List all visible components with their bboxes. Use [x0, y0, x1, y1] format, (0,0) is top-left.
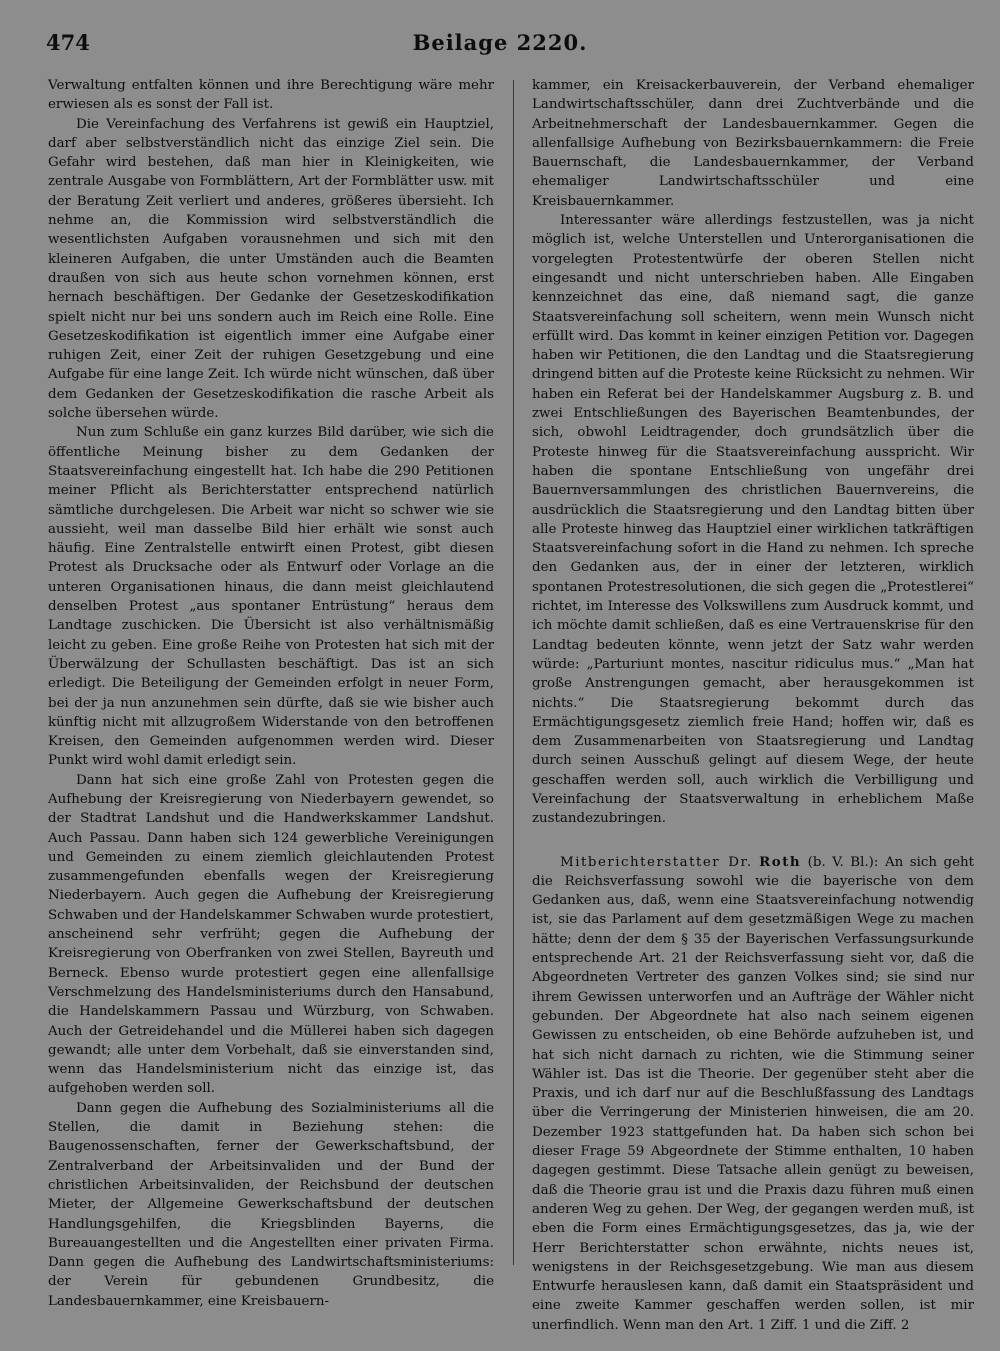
- paragraph: Verwaltung entfalten können und ihre Berechtigung wäre mehr erwiesen als es sonst der Fall ist.: [48, 78, 494, 113]
- speaker-role: Mitberichterstatter Dr.: [560, 854, 753, 870]
- page-number: 474: [46, 30, 90, 55]
- speech-paragraph: [532, 853, 974, 1335]
- paragraph: Dann hat sich eine große Zahl von Protesten gegen die Aufhebung der Kreisregierung von Niederbayern gewendet, so der Stadtrat Landshut und die Handwerkskammer Landshut. Auch Passau. Dann haben sich 124 gewerbliche Vereinigungen und Gemeinden zu einem ziemlich gleichlautenden Protest zusammengefunden ebenfalls wegen der Kreisregierung Niederbayern. Auch gegen die Aufhebung der Kreisregierung Schwaben und der Handelskammer Schwaben wurde protestiert, anscheinend sehr verfrüht; gegen die Aufhebung der Kreisregierung von Oberfranken von zwei Stellen, Bayreuth und Berneck. Ebenso wurde protestiert gegen eine allenfallsige Verschmelzung des Handelsministeriums durch den Hansabund, die Handelskammern Passau und Würzburg, von Schwaben. Auch der Getreidehandel und die Müllerei haben sich dagegen gewandt; alle unter dem Vorbehalt, daß sie einverstanden sind, wenn das Handelsministerium nicht das einzige ist, das aufgehoben werden soll.: [48, 772, 494, 1097]
- paragraph: Interessanter wäre allerdings festzustellen, was ja nicht möglich ist, welche Unterstellen und Unterorganisationen die vorgelegten Protestentwürfe der oberen Stellen nicht eingesandt und nicht unterschrieben haben. Alle Eingaben kennzeichnet das eine, daß niemand sagt, die ganze Staatsvereinfachung soll scheitern, wenn mein Wunsch nicht erfüllt wird. Das kommt in keiner einzigen Petition vor. Dagegen haben wir Petitionen, die den Landtag und die Staatsregierung dringend bitten auf die Proteste keine Rücksicht zu nehmen. Wir haben ein Referat bei der Handelskammer Augsburg z. B. und zwei Entschließungen des Bayerischen Beamtenbundes, der sich, obwohl Leidtragender, doch grundsätzlich über die Proteste hinweg für die Staatsvereinfachung ausspricht. Wir haben die spontane Entschließung von ungefähr drei Bauernversammlungen des christlichen Bauernvereins, die ausdrücklich die Staatsregierung und den Landtag bitten über alle Proteste hinweg das Hauptziel einer wirklichen tatkräftigen Staatsvereinfachung sofort in die Hand zu nehmen. Ich spreche den Gedanken aus, der in einer der letzteren, wirklich spontanen Protestresolutionen, die sich gegen die „Protestlerei“ richtet, im Interesse des Volkswillens zum Ausdruck kommt, und ich möchte damit schließen, daß es eine Vertrauenskrise für den Landtag bedeuten könnte, wenn jetzt der Satz wahr werden würde: „Parturiunt montes, nascitur ridiculus mus.“ „Man hat große Anstrengungen gemacht, aber herausgekommen ist nichts.“ Die Staatsregierung bekommt durch das Ermächtigungsgesetz ziemlich freie Hand; hoffen wir, daß es dem Zusammenarbeiten von Staatsregierung und Landtag durch seinen Ausschuß gelingt auf diesem Wege, der heute geschaffen werden soll, auch wirklich die Verbilligung und Vereinfachung der Staatsverwaltung in erheblichem Maße zustandezubringen.: [532, 213, 974, 827]
- page-header: [0, 30, 1000, 70]
- paragraph: kammer, ein Kreisackerbauverein, der Verband ehemaliger Landwirtschaftsschüler, dann drei Zuchtverbände und die Arbeitnehmerschaft der Landesbauernkammer. Gegen die allenfallsige Aufhebung von Bezirksbauernkammern: die Freie Bauernschaft, die Landesbauernkammer, der Verband ehemaliger Landwirtschaftsschüler und eine Kreisbauernkammer.: [532, 78, 974, 209]
- left-column: [48, 76, 494, 1311]
- paragraph: Nun zum Schluße ein ganz kurzes Bild darüber, wie sich die öffentliche Meinung bisher zu dem Gedanken der Staatsvereinfachung eingestellt hat. Ich habe die 290 Petitionen meiner Pflicht als Berichterstatter entsprechend natürlich sämtliche durchgelesen. Die Arbeit war nicht so schwer wie sie aussieht, weil man dasselbe Bild hier erhält wie sonst auch häufig. Eine Zentralstelle entwirft einen Protest, gibt diesen Protest als Drucksache oder als Entwurf oder Vorlage an die unteren Organisationen hinaus, die dann meist gleichlautend denselben Protest „aus spontaner Entrüstung“ heraus dem Landtage zuschicken. Die Übersicht ist also verhältnismäßig leicht zu geben. Eine große Reihe von Protesten hat sich mit der Überwälzung der Schullasten beschäftigt. Das ist an sich erledigt. Die Beteiligung der Gemeinden erfolgt in neuer Form, bei der ja nun anzunehmen sein dürfte, daß sie wie bisher auch künftig nicht mit allzugroßem Widerstande von den betroffenen Kreisen, den Gemeinden aufgenommen werden wird. Dieser Punkt wird wohl damit erledigt sein.: [48, 425, 494, 769]
- right-column: [532, 76, 974, 1335]
- column-divider: [513, 80, 514, 1265]
- page-title: Beilage 2220.: [412, 30, 588, 55]
- speaker-party: (b. V. Bl.):: [807, 854, 879, 870]
- speaker-name: Roth: [759, 853, 802, 870]
- paragraph: Dann gegen die Aufhebung des Sozialministeriums all die Stellen, die damit in Beziehung stehen: die Baugenossenschaften, ferner der Gewerkschaftsbund, der Zentralverband der Arbeitsinvaliden und der Bund der christlichen Arbeitsinvaliden, der Reichsbund der deutschen Mieter, der Allgemeine Gewerkschaftsbund der deutschen Handlungsgehilfen, die Kriegsblinden Bayerns, die Bureauangestellten und die Angestellten einer privaten Firma. Dann gegen die Aufhebung des Landwirtschaftsministeriums: der Verein für gebundenen Grundbesitz, die Landesbauernkammer, eine Kreisbauern-: [48, 1100, 494, 1309]
- paragraph: Die Vereinfachung des Verfahrens ist gewiß ein Hauptziel, darf aber selbstverständlich nicht das einzige Ziel sein. Die Gefahr wird bestehen, daß man hier in Kleinigkeiten, wie zentrale Ausgabe von Formblättern, Art der Formblätter usw. mit der Beratung Zeit verliert und anderes, größeres übersieht. Ich nehme an, die Kommission wird selbstverständlich die wesentlichsten Aufgaben vorausnehmen und sich mit den kleineren Aufgaben, die unter Umständen auch die Beamten draußen von sich aus heute schon vornehmen können, erst hernach beschäftigen. Der Gedanke der Gesetzeskodifikation spielt nicht nur bei uns sondern auch im Reich eine Rolle. Eine Gesetzeskodifikation ist eigentlich immer eine Aufgabe einer ruhigen Zeit, einer Zeit der ruhigen Gesetzgebung und eine Aufgabe für eine lange Zeit. Ich würde nicht wünschen, daß über dem Gedanken der Gesetzeskodifikation die rasche Arbeit als solche übersehen würde.: [48, 116, 494, 422]
- speech-text: An sich geht die Reichsverfassung sowohl wie die bayerische von dem Gedanken aus, daß, wenn eine Staatsvereinfachung notwendig ist, sie das Parlament auf dem gesetzmäßigen Wege zu machen hätte; denn der dem § 35 der Bayerischen Verfassungsurkunde entsprechende Art. 21 der Reichsverfassung sieht vor, daß die Abgeordneten Vertreter des ganzen Volkes sind; sie sind nur ihrem Gewissen unterworfen und an Aufträge der Wähler nicht gebunden. Der Abgeordnete hat also nach seinem eigenen Gewissen zu entscheiden, ob eine Behörde aufzuheben ist, und hat sich nicht darnach zu richten, wie die Stimmung seiner Wähler ist. Das ist die Theorie. Der gegenüber steht aber die Praxis, und ich darf nur auf die Beschlußfassung des Landtags über die Verringerung der Ministerien hinweisen, die am 20. Dezember 1923 stattgefunden hat. Da haben sich schon bei dieser Frage 59 Abgeordnete der Stimme enthalten, 10 haben dagegen gestimmt. Diese Tatsache allein genügt zu beweisen, daß die Theorie grau ist und die Praxis dazu führen muß einen anderen Weg zu gehen. Der Weg, der gegangen werden muß, ist eben die Form eines Ermächtigungsgesetzes, das ja, wie der Herr Berichterstatter schon erwähnte, nichts neues ist, wenigstens in der Reichsgesetzgebung. Wie man aus diesem Entwurfe herauslesen kann, daß damit ein Staatspräsident und eine zweite Kammer geschaffen werden sollen, ist mir unerfindlich. Wenn man den Art. 1 Ziff. 1 und die Ziff. 2: [532, 854, 975, 1333]
